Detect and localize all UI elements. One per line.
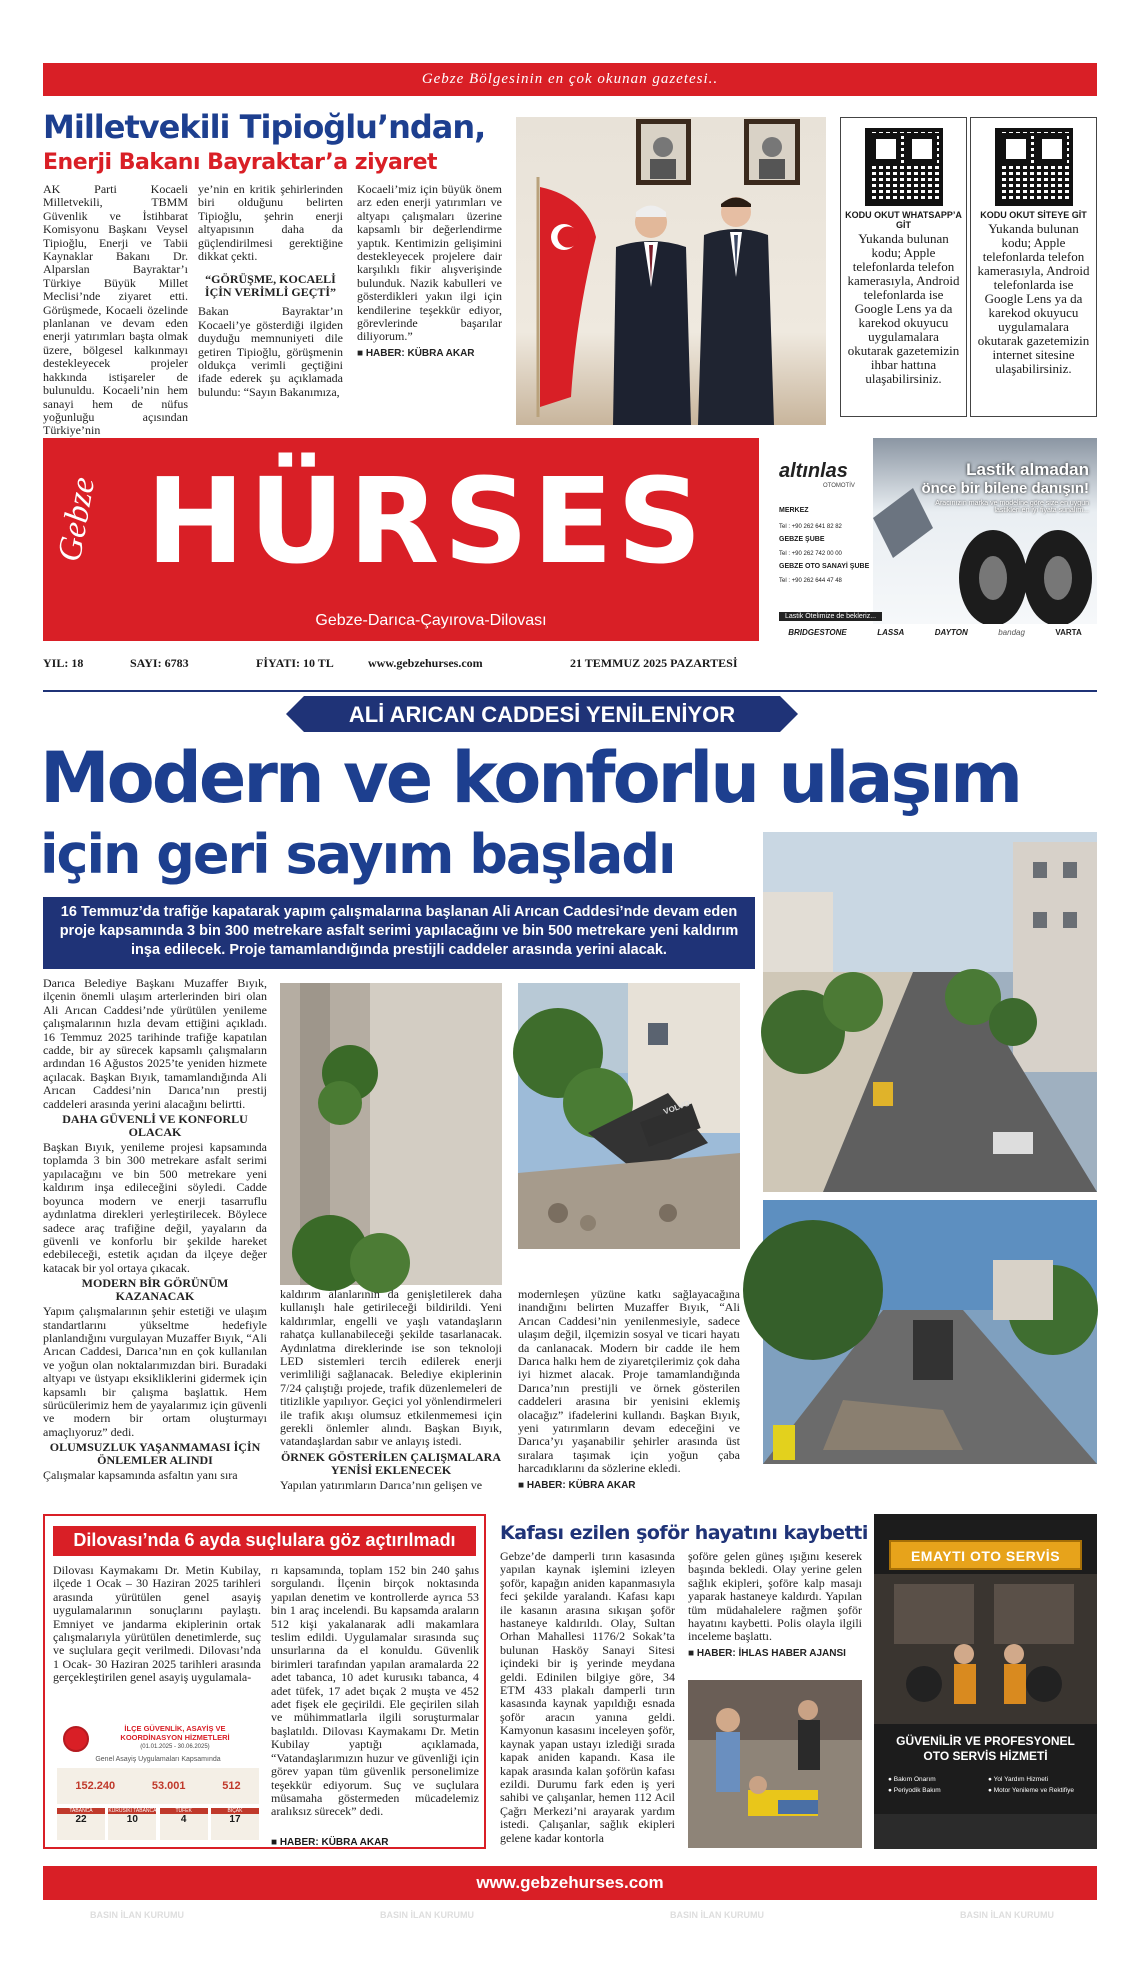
dilovasi-col-2-text: rı kapsamında, toplam 152 bin 240 şahıs sorgulandı. İlçenin birçok noktasında yapılan denetim ve kontrollerde ayrıca 53 bin 1 araç incelendi. Bu kapsamda araların 512 kişi yakalanarak adli makamlara teslim edildi. Uygulamalar sırasında suç unsurlarına da el konuldu. Güvenlik birimleri tarafından yapılan aramalarda 22 adet tabanca, 10 adet kurusıkı tabanca, 4 adet tüfek, 17 adet bıçak 2 muşta ve 452 adet fişek ele geçirildi. Ele geçirilen silah ve mühimmatlarla ilgili soruşturmalar başlatıldı. Dilovası Kaymakamı Dr. Metin Kubilay yaptığı açıklamada, “Vatandaşlarımızın huzur ve güvenliği için görev yapan tüm güvenlik personelimize teşekkür ediyorum. Suç ve suçlulara müsamaha göstermeden mücadelemiz aralıksız sürecek” dedi. [271, 1563, 479, 1819]
lead-byline: ■ HABER: KÜBRA AKAR [357, 347, 475, 359]
brand-logo: LASSA [877, 628, 905, 637]
weapon-value: 17 [229, 1814, 241, 1825]
dilovasi-infographic [53, 1718, 263, 1843]
infographic-title: İLÇE GÜVENLİK, ASAYİŞ VE KOORDİNASYON HİZMETLERİ [120, 1724, 230, 1742]
qr-box-text: Yukanda bulunan kodu; Apple telefonlarda telefon kamerasıyla, Android telefonlarda ise Google Lens ya da karekod okuyucu uygulamalara okutarak gazetemizin ihbar hattına ulaşabilirsiniz. [847, 231, 960, 386]
aerial-street-drawing-2 [763, 1200, 1097, 1464]
main-headline-2: için geri sayım başladı [40, 823, 675, 886]
bullet-item: ● Yol Yardım Hizmeti [988, 1776, 1049, 1783]
main-subhead-4: ÖRNEK GÖSTERİLEN ÇALIŞMALARA YENİSİ EKLENECEK [280, 1449, 502, 1477]
ad-altinlas-sube: GEBZE ŞUBE [779, 536, 825, 543]
ad-emayti-footer [874, 1814, 1097, 1849]
main-byline-text: HABER: KÜBRA AKAR [526, 1479, 636, 1491]
main-spot [43, 897, 755, 969]
main-col-3-text: modernleşen yüzüne katkı sağlayacağına inandığını belirten Muzaffer Bıyık, “Ali Arıcan Caddesi’nin yenilenmesiyle, sadece ulaşım değil, ilçemizin sosyal ve ticari hayatı da canlanacak. Modern bir cadde ile hem Darıca halkı hem de ziyaretçilerimiz çok daha iyi hizmet alacak. Proje tamamlandığında Darıca’nın prestijli ve örnek gösterilen caddeleri arasına bir yenisini eklemiş olacağız” ifadelerini kullandı. Başkan Bıyık, yeni yatırımların devam edeceğini ve Darıca’yı yaşanabilir şehirler arasında üst sıralara taşımak için yoğun çaba harcadıklarını da sözlerine ekledi. [518, 1287, 740, 1476]
info-website[interactable]: www.gebzehurses.com [368, 656, 483, 670]
main-headline-1: Modern ve konforlu ulaşım [40, 737, 1021, 819]
brand-logo: BRIDGESTONE [788, 628, 847, 637]
main-col-1-text-b: Başkan Bıyık, yenileme projesi kapsamında toplamda 3 bin 300 metrekare asfalt serimi yapılacağını ve bin 500 metrekare yeni kaldırım inşa edileceğini söyledi. Cadde boyunca modern ve enerji tasarruflu aydınlatma direkleri yerleştirilecek. Böylece sadece araç trafiğine değil, yayaların da güvenli ve konforlu bir şekilde hareket edebileceği, estetik açıdan da ilçeye değer katacak bir yol ortaya çıkacak. [43, 1140, 267, 1275]
main-col-1-text-c: Yapım çalışmalarının şehir estetiği ve ulaşım standartlarını yükseltme hedefiyle planlandığını vurgulayan Muzaffer Bıyık, “Ali Arıcan Caddesi, Darıca’nın en çok kullanılan ve yoğun olan noktalarımızdan biri. Buradaki altyapı ve üstyapı eksikliklerini gidermek için kapsamlı bir çalışma başlattık. Hem sürücülerimiz hem de yayalarımız için güvenli ve modern bir ortam oluşturmayı amaçlıyoruz” dedi. [43, 1304, 267, 1439]
lead-photo [516, 117, 826, 425]
bottom-bar [43, 1866, 1097, 1900]
top-slogan-bar [43, 63, 1097, 96]
brand-logo: DAYTON [934, 628, 968, 637]
lead-col-2 [198, 183, 343, 429]
bottom-website[interactable]: www.gebzehurses.com [476, 1873, 664, 1892]
main-photo-wall [280, 983, 502, 1285]
main-col-1-text-a: Darıca Belediye Başkanı Muzaffer Bıyık, ilçenin önemli ulaşım arterlerinden biri olan Ali Arıcan Caddesi’nde yürütülen yenileme çalışmalarının hızla devam ettiğini açıkladı. 16 Temmuz 2025 tarihinde trafiğe kapatılan cadde, bir ay sürecek kapsamlı çalışmaların ardından 16 Ağustos 2025’te yeniden hizmete açılacak. Başkan Bıyık, tamamlandığında Ali Arıcan Caddesi’nin Darıca’nın prestij caddeleri arasında yerini alacağını belirtti. [43, 976, 267, 1111]
info-bar [43, 656, 1097, 674]
weapon-value: 4 [180, 1814, 187, 1825]
kafasi-byline-text: HABER: İHLAS HABER AJANSI [696, 1647, 846, 1659]
qr-box-text: Yukanda bulunan kodu; Apple telefonlarda telefon kamerasıyla, Android telefonlarda ise Google Lens ya da karekod okuyucu uygulamalara okutarak gazetemizin internet sitesine ulaşabilirsiniz. [977, 221, 1090, 376]
weapon-stat [57, 1808, 105, 1840]
ad-altinlas-slogan-1: Lastik almadan [966, 460, 1089, 479]
ad-emayti-bullets [888, 1776, 1088, 1794]
wall-drawing [280, 983, 502, 1285]
aerial-street-drawing [763, 832, 1097, 1192]
stat-value: 512 [222, 1780, 241, 1792]
dilovasi-col-1-text: Dilovası Kaymakamı Dr. Metin Kubilay, ilçede 1 Ocak – 30 Haziran 2025 tarihleri arasında yürütülen genel asayiş uygulamalarının sonuçlarını paylaştı. Emniyet ve jandarma ekiplerinin ortak çalışmalarıyla yürütülen denetimlerde, suç ve suçlulara geçit verilmedi. Dilovası’nda 1 Ocak- 30 Haziran 2025 tarihleri arasında gerçekleştirilen genel asayiş uygulamala- [53, 1563, 261, 1685]
infographic-stats [57, 1768, 259, 1804]
dilovasi-col-1 [53, 1564, 261, 1714]
lead-headline-2: Enerji Bakanı Bayraktar’a ziyaret [43, 150, 438, 175]
infographic-caption: Genel Asayiş Uygulamaları Kapsamında [95, 1756, 221, 1763]
stat-value: 152.240 [75, 1780, 116, 1792]
dilovasi-col-2 [271, 1564, 479, 1834]
info-issue: SAYI: 6783 [130, 656, 189, 670]
watermark: BASIN İLAN KURUMU [670, 1910, 764, 1920]
qr-box-title: KODU OKUT SİTEYE GİT [980, 210, 1087, 220]
lead-byline-text: HABER: KÜBRA AKAR [365, 347, 475, 359]
kafasi-col-1-text: Gebze’de damperli tırın kasasında yapılan kaynak işlemini izleyen şoför, kapağın aniden kapanmasıyla feci şekilde yaralandı. Kafası kapı ile kasanın arasına sıkışan şoför hastaneye kaldırıldı. Olay, Sultan Orhan Mahallesi 1176/2 Sokak’ta bulunan Hasköy Sanayi Sitesi içindeki bir iş yerinde meydana geldi. Edinilen bilgiye göre, 34 ETM 433 plakalı damperli tırın kasasında kaynak yapıldığı esnada şoför aracın yanına geldi. Kamyonun kasasını inceleyen şoför, kaynak yapan ustayı izlediği sırada kapak aniden kapandı. Kasa ile kapak arasında kalan şoförün kafası ezildi. Durumu fark eden iş yeri sahibi ve çalışanlar, hemen 112 Acil Çağrı Merkezi’ni arayarak yardım istedi. Çalışanlar, sağlık ekipleri gelene kadar kontorla [500, 1549, 675, 1845]
ad-altinlas-brand-sub: OTOMOTİV [823, 483, 855, 489]
ad-emayti-name: EMAYTI OTO SERVİS [910, 1548, 1061, 1564]
bullet-item: ● Periyodik Bakım [888, 1787, 941, 1794]
qr-box-website[interactable] [970, 117, 1097, 417]
lead-col-3 [357, 183, 502, 429]
infographic-weapons [57, 1808, 259, 1840]
ad-altinlas-slogan-3: Aracınızın marka ve modeline göre size en uygun lastikleri en iyi fiyata sunalım... [935, 500, 1089, 514]
ad-altinlas-left [773, 438, 873, 624]
ad-altinlas-footer: Lastik Ötelimize de bekleriz... [779, 612, 882, 621]
emblem-icon [63, 1726, 89, 1752]
qr-code-icon[interactable] [995, 128, 1073, 206]
main-subhead-3: OLUMSUZLUK YAŞANMAMASI İÇİN ÖNLEMLER ALINDI [49, 1440, 261, 1468]
kafasi-col-1 [500, 1550, 675, 1850]
ad-altinlas-sube2-tel: Tel : +90 262 644 47 48 [779, 578, 842, 584]
ad-emayti-sign [889, 1540, 1082, 1570]
main-col-2 [280, 1288, 502, 1495]
watermark: BASIN İLAN KURUMU [90, 1910, 184, 1920]
dilovasi-headline: Dilovası’nda 6 ayda suçlulara göz açtırılmadı [73, 1530, 456, 1550]
lead-subhead: “GÖRÜŞME, KOCAELİ İÇİN VERİMLİ GEÇTİ” [204, 272, 337, 300]
slogan-text: Gebze Bölgesinin en çok okunan gazetesi.. [421, 71, 719, 87]
ad-altinlas-merkez-tel: Tel : +90 262 641 82 82 [779, 524, 842, 530]
main-byline: ■ HABER: KÜBRA AKAR [518, 1479, 636, 1491]
lead-col-1 [43, 182, 188, 438]
ad-emayti-slogan: GÜVENİLİR VE PROFESYONEL OTO SERVİS HİZMETİ [896, 1734, 1075, 1763]
weapon-value: 10 [126, 1814, 138, 1825]
weapon-label: BIÇAK [211, 1808, 259, 1814]
ad-emayti[interactable] [874, 1514, 1097, 1849]
ad-altinlas-brands [773, 624, 1097, 641]
ad-altinlas-photo [873, 438, 1097, 624]
info-year: YIL: 18 [43, 656, 84, 670]
masthead [43, 438, 759, 641]
main-photo-aerial-2 [763, 1200, 1097, 1464]
weapon-label: KURUSIKI TABANCA [108, 1808, 157, 1814]
info-price: FİYATI: 10 TL [256, 656, 334, 670]
main-photo-excavator [518, 983, 740, 1249]
brand-logo: VARTA [1055, 628, 1082, 637]
main-col-1 [43, 977, 267, 1495]
info-date: 21 TEMMUZ 2025 PAZARTESİ [570, 656, 738, 670]
weapon-label: TÜFEK [160, 1808, 208, 1814]
main-spot-text: 16 Temmuz’da trafiğe kapatarak yapım çalışmalarına başlanan Ali Arıcan Caddesi’nde devam eden proje kapsamında 3 bin 300 metrekare asfalt serimi yapılacağını ve bin 500 metrekare yeni kaldırım inşa edilecek. Proje tamamlandığında prestijli caddeler arasında yerini alacak. [59, 904, 739, 958]
weapon-stat [211, 1808, 259, 1840]
truck-label: VOLVO [662, 1098, 692, 1117]
ad-altinlas-brand: altınlas [779, 460, 848, 482]
excavator-drawing [518, 983, 740, 1249]
main-col-2-text-a: kaldırım alanlarının da genişletilerek daha kullanışlı hale getirileceği bildirildi. Yeni kaldırımlar, engelli ve yaşlı vatandaşların rahatça kullanabileceği şekilde tasarlanacak. Aydınlatma direklerinde ise son teknoloji LED sistemleri tercih edilerek enerji verimliliği sağlanacak. Belediye ekiplerinin 7/24 çalıştığı projede, trafik düzenlemeleri de titizlikle yapılıyor. Geçici yol yönlendirmeleri ile trafik akışı olumsuz etkilenmemesi için gerekli önlemler alındı. Başkan Bıyık, vatandaşlardan sabır ve anlayış istedi. [280, 1287, 502, 1449]
main-photo-aerial-1 [763, 832, 1097, 1192]
main-col-3 [518, 1288, 740, 1500]
lead-col-3-text: Kocaeli’miz için büyük önem arz eden enerji yatırımları ve altyapı çalışmaları üzerine kapsamlı bir değerlendirme yaptık. Kentimizin gelişimini destekleyecek projelere dair karşılıklı fikir alışverişinde bulunduk. Nazik kabulleri ve gösterdikleri yakın ilgi için kendilerine teşekkür ediyor, görevlerinde başarılar diliyorum.” [357, 182, 502, 344]
lead-col-2-text-b: Bakan Bayraktar’ın Kocaeli’ye gösterdiği ilgiden duyduğu memnuniyeti dile getiren Tipioğlu, görüşmenin oldukça verimli geçtiğini ifade ederek şu açıklamada bulundu: “Sayın Bakanımıza, [198, 304, 343, 399]
main-col-1-text-d: Çalışmalar kapsamında asfaltın yanı sıra [43, 1468, 238, 1483]
kafasi-byline: ■ HABER: İHLAS HABER AJANSI [688, 1647, 846, 1659]
qr-box-whatsapp[interactable] [840, 117, 967, 417]
ad-altinlas-merkez: MERKEZ [779, 507, 809, 514]
watermark: BASIN İLAN KURUMU [960, 1910, 1054, 1920]
accident-scene-drawing [688, 1680, 862, 1848]
dilovasi-byline-text: HABER: KÜBRA AKAR [279, 1837, 389, 1848]
masthead-title: HÜRSES [145, 452, 706, 590]
watermark: BASIN İLAN KURUMU [380, 1910, 474, 1920]
ad-altinlas[interactable] [773, 438, 1097, 641]
lead-col-1-text: AK Parti Kocaeli Milletvekili, TBMM Güvenlik ve İstihbarat Komisyonu Başkanı Veysel Tipioğlu, Enerji ve Tabii Kaynaklar Bakanı Dr. Alparslan Bayraktar’ı Türkiye Büyük Millet Meclisi’nde ziyaret etti. Görüşmede, Kocaeli özelinde planlanan ve devam eden enerji yatırımları başta olmak üzere, bölgesel kalkınmayı destekleyecek projeler hakkında istişareler de bulunuldu. Kocaeli’nin hem sanayi hem de nüfus yoğunluğu açısından Türkiye’nin [43, 182, 188, 438]
masthead-gebze: Gebze [51, 474, 103, 565]
infographic-sub: (01.01.2025 - 30.06.2025) [140, 1744, 210, 1750]
kafasi-col-2 [688, 1550, 862, 1680]
dilovasi-byline: ■ HABER: KÜBRA AKAR [271, 1837, 389, 1848]
ad-altinlas-sube2: GEBZE OTO SANAYİ ŞUBE [779, 563, 870, 570]
dilovasi-header [53, 1526, 476, 1556]
ad-altinlas-slogan-2: önce bir bilene danışın! [921, 480, 1089, 497]
main-col-2-text-b: Yapılan yatırımların Darıca’nın gelişen ve [280, 1477, 483, 1492]
kafasi-photo [688, 1680, 862, 1848]
main-kicker-text: ALİ ARICAN CADDESİ YENİLENİYOR [348, 702, 736, 727]
bullet-item: ● Motor Yenileme ve Rektifiye [988, 1787, 1074, 1794]
qr-box-title: KODU OKUT WHATSAPP’A GİT [845, 210, 962, 230]
masthead-tagline: Gebze-Darıca-Çayırova-Dilovası [315, 612, 547, 629]
main-kicker [286, 696, 798, 732]
brand-logo: bandag [998, 628, 1025, 637]
weapon-stat [108, 1808, 156, 1840]
weapon-stat [160, 1808, 208, 1840]
qr-code-icon[interactable] [865, 128, 943, 206]
lead-photo-drawing [516, 117, 826, 425]
weapon-value: 22 [75, 1814, 87, 1825]
bullet-item: ● Bakım Onarım [888, 1776, 936, 1783]
stat-value: 53.001 [151, 1780, 186, 1792]
main-subhead-1: DAHA GÜVENLİ VE KONFORLU OLACAK [62, 1112, 248, 1140]
dilovasi-box [43, 1514, 486, 1849]
workshop-drawing [874, 1574, 1097, 1724]
weapon-label: TABANCA [57, 1808, 105, 1814]
lead-headline-1: Milletvekili Tipioğlu’ndan, [43, 108, 486, 146]
kafasi-headline: Kafası ezilen şoför hayatını kaybetti [500, 1522, 868, 1544]
divider [43, 690, 1097, 692]
kafasi-col-2-text: şoföre gelen güneş ışığını keserek başında bekledi. Olay yerine gelen sağlık ekipleri, şoföre kalp masajı yaparak hastaneye kaldırdı. Yapılan tüm müdahalelere rağmen şoför hayatını kaybetti. Polis olayla ilgili inceleme başlattı. [688, 1549, 862, 1644]
ad-altinlas-sube-tel: Tel : +90 262 742 00 00 [779, 551, 842, 557]
main-subhead-2: MODERN BİR GÖRÜNÜM KAZANACAK [81, 1276, 229, 1304]
lead-col-2-text-a: ye’nin en kritik şehirlerinden biri olduğunu belirten Tipioğlu, şehrin enerji altyapısının daha da güçlendirilmesi gerektiğine dikkat çekti. [198, 182, 343, 264]
